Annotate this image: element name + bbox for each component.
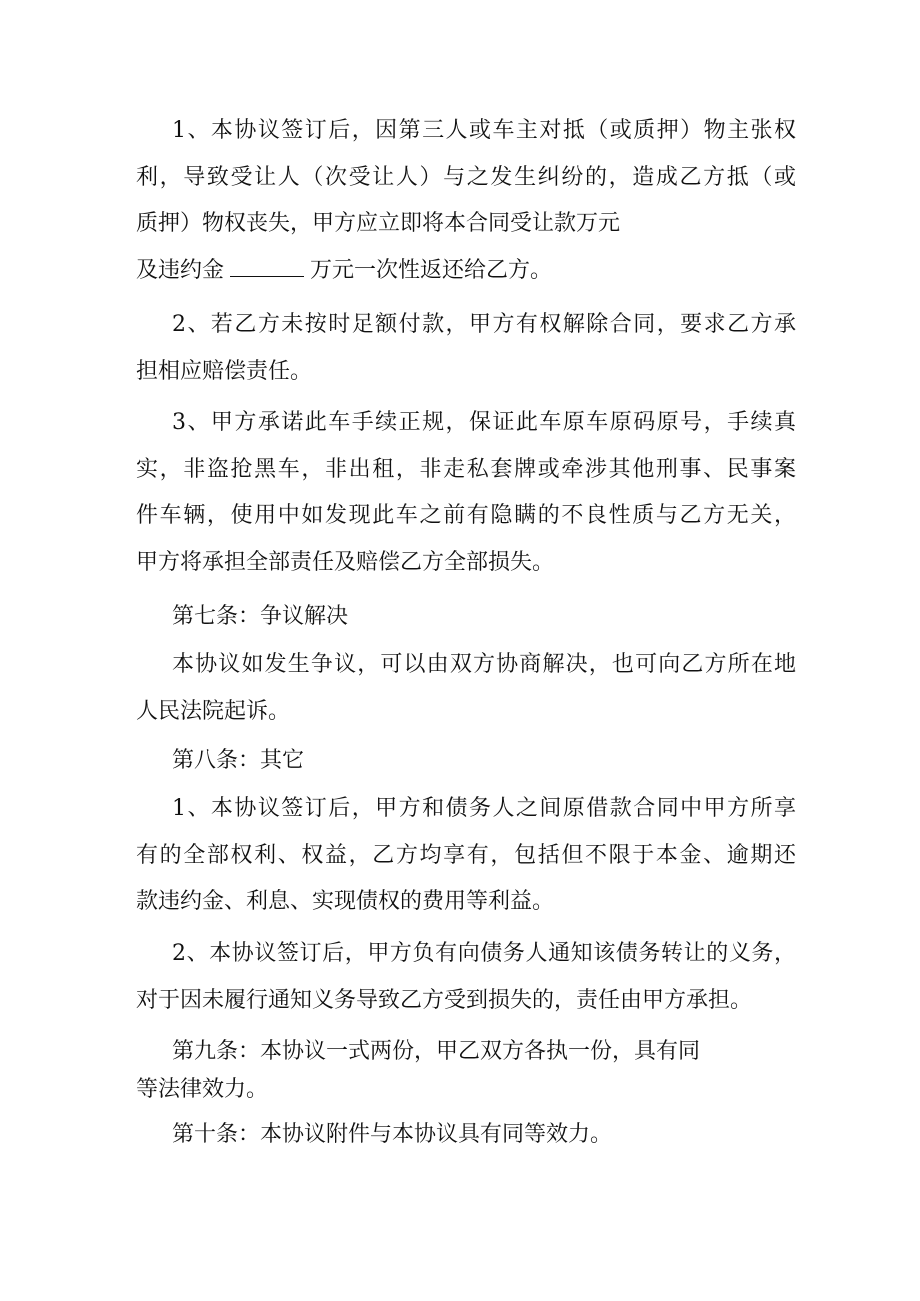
paragraph-article-7-line-2: 人民法院起诉。 <box>136 698 291 724</box>
paragraph-3-line-3: 件车辆，使用中如发现此车之前有隐瞒的不良性质与乙方无关， <box>136 503 796 528</box>
blank-amount-field <box>230 260 304 277</box>
article-9-line-2: 等法律效力。 <box>136 1077 269 1102</box>
article-7-heading-text: 第七条：争议解决 <box>172 604 349 629</box>
paragraph-3-line-2: 实，非盗抢黑车，非出租，非走私套牌或牵涉其他刑事、民事案 <box>136 456 796 482</box>
paragraph-article-8-1-line-3: 款违约金、利息、实现债权的费用等利益。 <box>136 889 555 914</box>
article-10 <box>136 1112 796 1159</box>
paragraph-1-line-4 <box>136 248 796 295</box>
penalty-tail: 万元一次性返还给乙方。 <box>310 257 553 283</box>
paragraph-2-line-2: 担相应赔偿责任。 <box>136 358 313 384</box>
paragraph-article-7 <box>136 642 796 735</box>
paragraph-article-8-2 <box>136 931 796 1024</box>
paragraph-1-line-3: 质押）物权丧失，甲方应立即将本合同受让款万元 <box>136 211 621 236</box>
paragraph-article-8-2-line-1: 2、本协议签订后，甲方负有向债务人通知该债务转让的义务， <box>172 941 796 966</box>
paragraph-2-line-1: 2、若乙方未按时足额付款，甲方有权解除合同，要求乙方承 <box>172 312 796 337</box>
paragraph-article-8-2-line-2: 对于因未履行通知义务导致乙方受到损失的，责任由甲方承担。 <box>136 987 753 1013</box>
article-7-heading <box>136 594 796 641</box>
paragraph-3 <box>136 400 796 586</box>
paragraph-2 <box>136 302 796 395</box>
paragraph-article-7-line-1: 本协议如发生争议，可以由双方协商解决，也可向乙方所在地 <box>172 652 796 677</box>
paragraph-1 <box>136 108 796 294</box>
paragraph-article-8-1 <box>136 786 796 926</box>
article-9 <box>136 1033 796 1109</box>
article-8-heading-text: 第八条：其它 <box>172 748 305 773</box>
article-10-text: 第十条：本协议附件与本协议具有同等效力。 <box>172 1122 613 1147</box>
article-9-line-1: 第九条：本协议一式两份，甲乙双方各执一份，具有同 <box>172 1039 701 1064</box>
article-8-heading <box>136 738 796 785</box>
paragraph-1-line-1: 1、本协议签订后，因第三人或车主对抵（或质押）物主张权 <box>172 118 796 143</box>
paragraph-article-8-1-line-2: 有的全部权利、权益，乙方均享有，包括但不限于本金、逾期还 <box>136 842 796 868</box>
paragraph-3-line-4: 甲方将承担全部责任及赔偿乙方全部损失。 <box>136 549 555 575</box>
paragraph-article-8-1-line-1: 1、本协议签订后，甲方和债务人之间原借款合同中甲方所享 <box>172 796 796 821</box>
penalty-label: 及违约金 <box>136 257 225 283</box>
paragraph-1-line-2: 利，导致受让人（次受让人）与之发生纠纷的，造成乙方抵（或 <box>136 164 796 190</box>
paragraph-3-line-1: 3、甲方承诺此车手续正规，保证此车原车原码原号，手续真 <box>172 410 796 435</box>
